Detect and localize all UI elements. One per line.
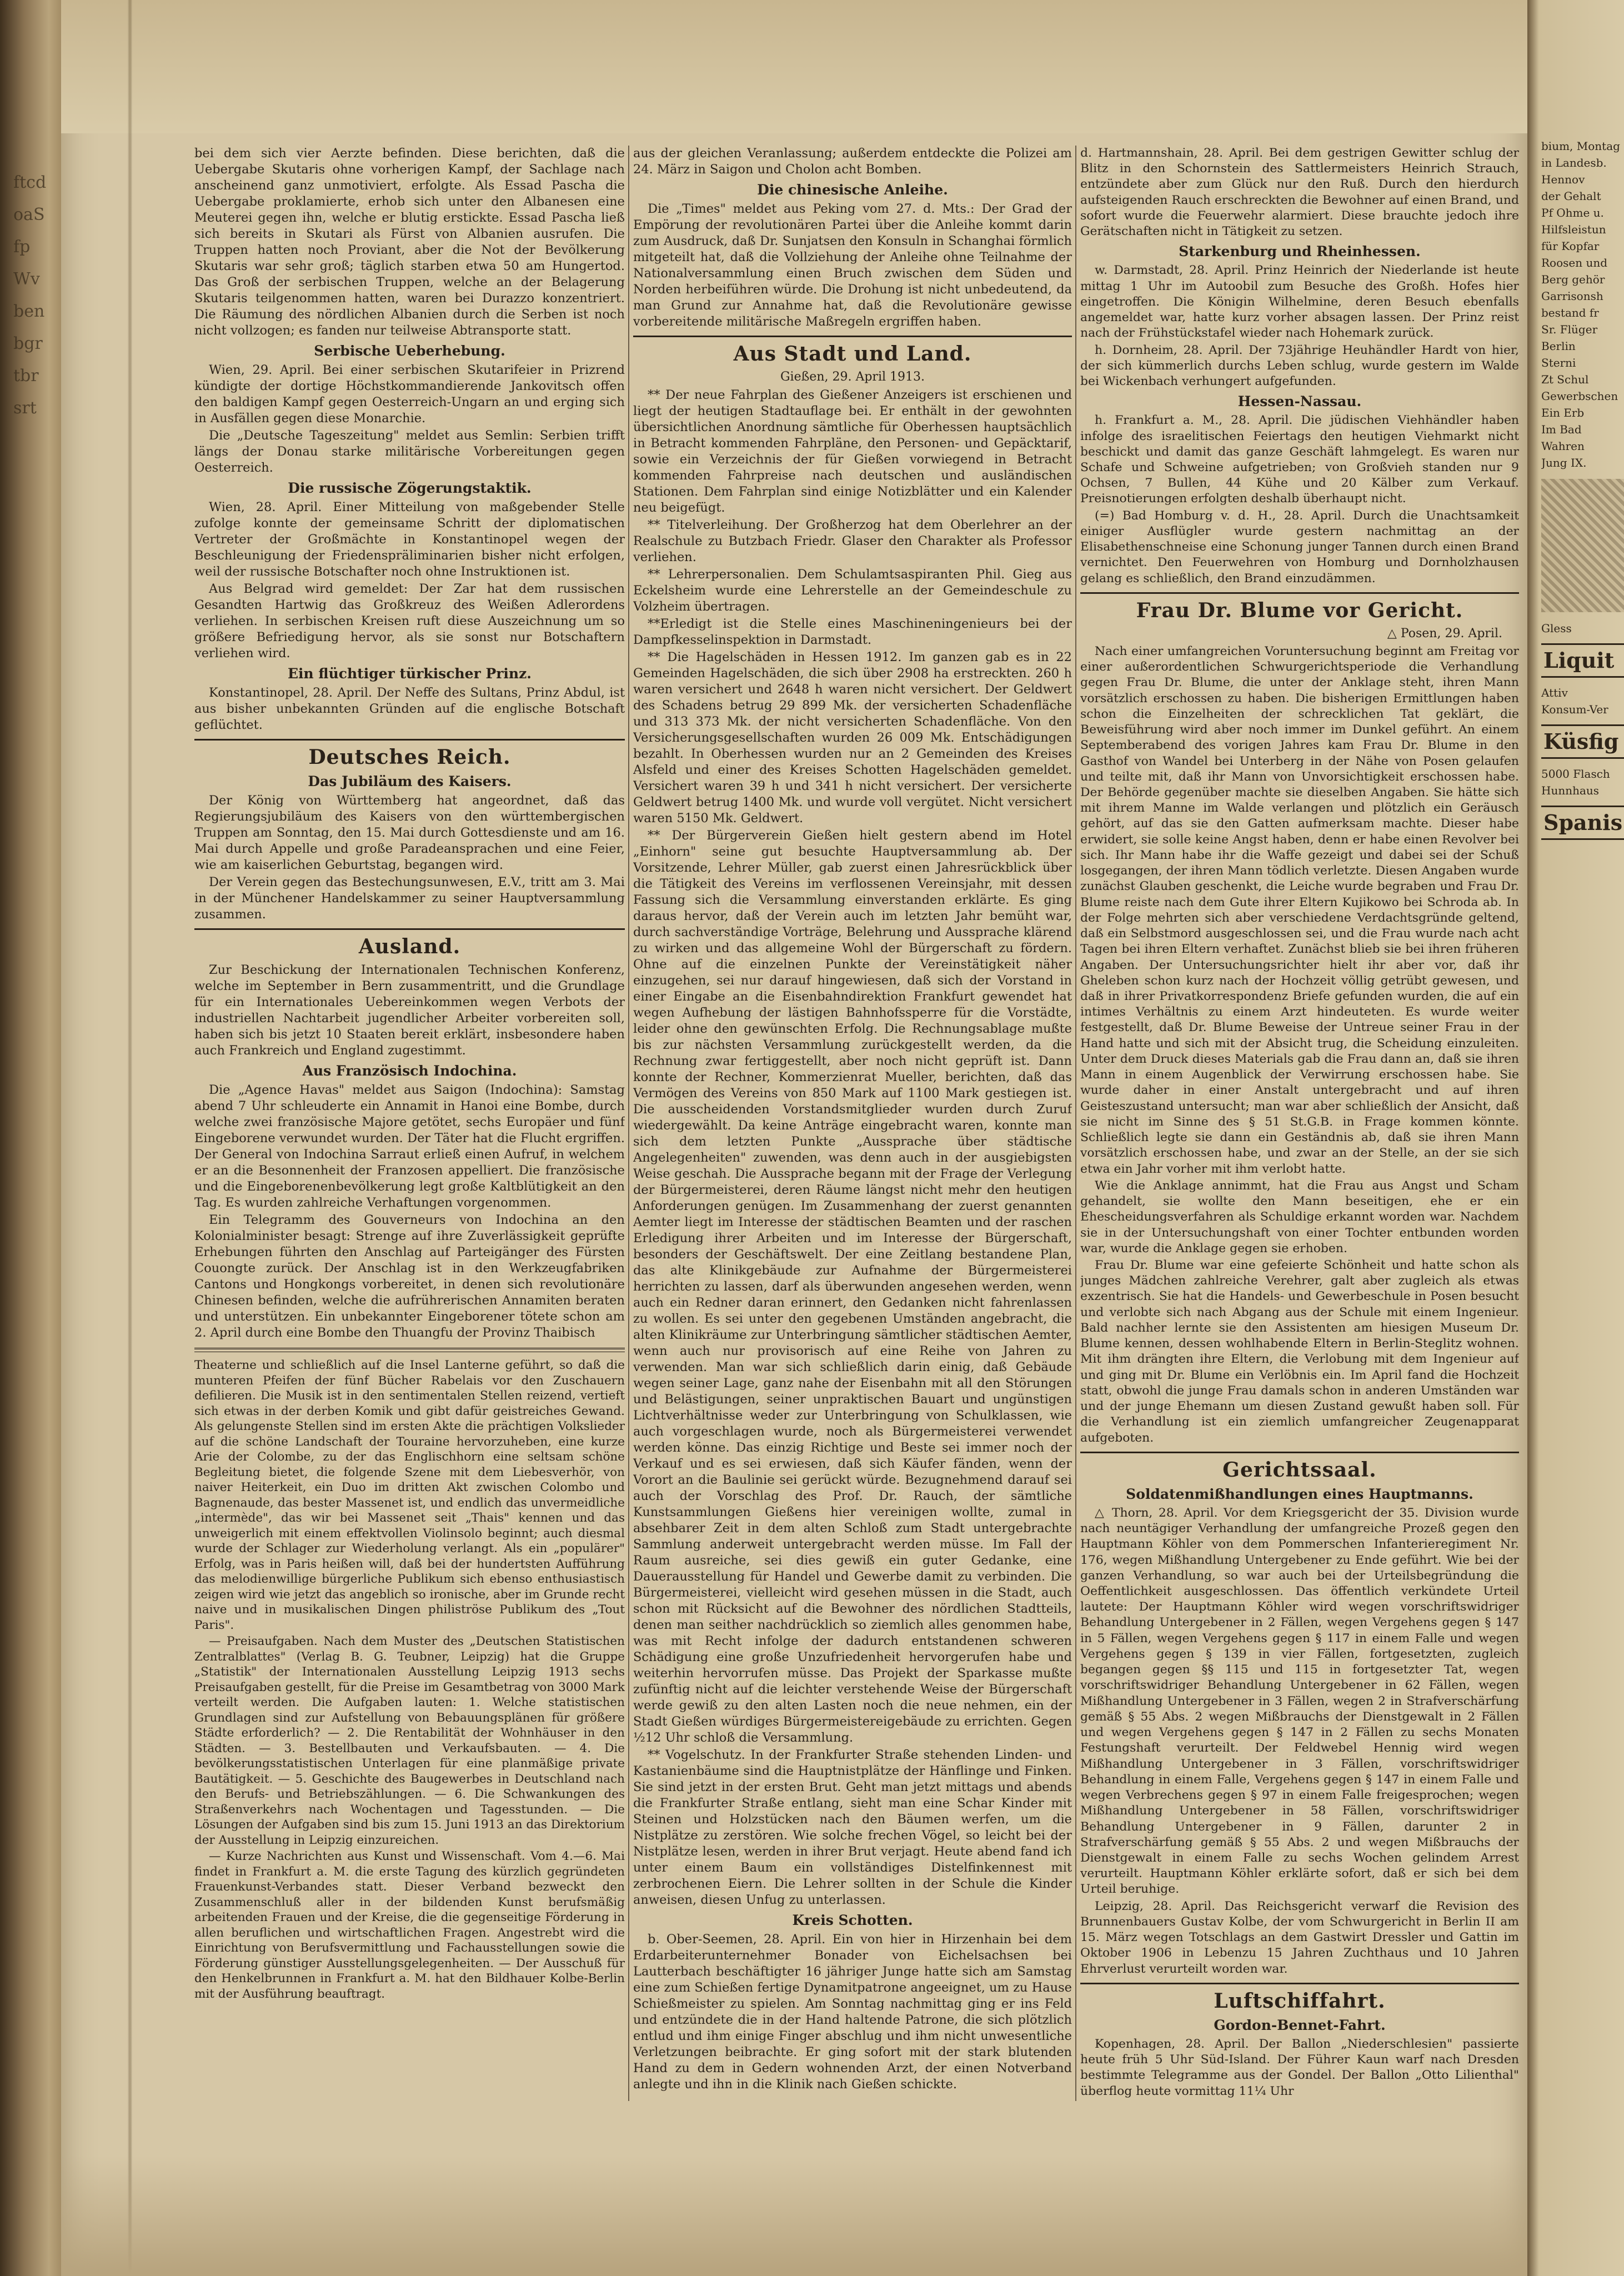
article-paragraph: Die „Deutsche Tageszeitung" meldet aus Semlin: Serbien trifft längs der Donau starke militärische Vorbereitungen gegen Oesterreich. (194, 428, 625, 475)
section-title: Deutsches Reich. (308, 746, 511, 769)
article-paragraph: bei dem sich vier Aerzte befinden. Diese berichten, daß die Uebergabe Skutaris ohne vorherigen Kampf, der Sachlage nach anscheinend ganz unmotiviert, erfolgte. Als Essad Pascha die Uebergabe proklamierte, erhob sich unter den Albanesen eine Meuterei gegen ihn, welche er blutig erstickte. Essad Pascha ließ sich bereits in Skutari als Fürst von Albanien ausrufen. Die Truppen hatten noch Proviant, aber die Not der Bevölkerung Skutaris war sehr groß; täglich starben etwa 50 am Hungertod. Das Groß der serbischen Truppen, welche an der Belagerung Skutaris teilgenommen hatten, waren bei Durazzo konzentriert. Die Räumung des nördlichen Albanien durch die Serben ist noch nicht vollzogen; es fanden nur teilweise Abtransporte statt. (194, 146, 625, 338)
article-paragraph: ** Der neue Fahrplan des Gießener Anzeigers ist erschienen und liegt der heutigen Stadtauflage bei. Er enthält in der gewohnten übersichtlichen Anordnung sämtliche für Oberhessen hauptsächlich in Betracht kommenden Fahrpläne, den Personen- und Gepäcktarif, sowie ein Verzeichnis der für Gießen vorwiegend in Betracht kommenden Fahrpreise nach deutschen und ausländischen Stationen. Dem Fahrplan sind einige Notizblätter und ein Kalender neu beigefügt. (633, 388, 1072, 515)
feuilleton (194, 1358, 625, 2002)
section-title: Gerichtssaal. (1222, 1458, 1377, 1482)
feuilleton-paragraph: — Preisaufgaben. Nach dem Muster des „Deutschen Statistischen Zentralblattes" (Verlag B. G. Teubner, Leipzig) hat die Gruppe „Statistik" der Internationalen Ausstellung Leipzig 1913 sechs Preisaufgaben gestellt, für die Preise im Gesamtbetrag von 3000 Mark verteilt werden. Die Aufgaben lauten: 1. Welche statistischen Grundlagen sind zur Aufstellung von Bebauungsplänen für größere Städte erforderlich? — 2. Die Rentabilität der Wohnhäuser in den Städten. — 3. Bestellbauten und Verkaufsbauten. — 4. Die bevölkerungsstatistischen Unterlagen für eine planmäßige private Bautätigkeit. — 5. Geschichte des Baugewerbes in Deutschland nach den Berufs- und Betriebszählungen. — 6. Die Schwankungen des Straßenverkehrs nach Wochentagen und Tagesstunden. — Die Lösungen der Aufgaben sind bis zum 15. Juni 1913 an das Direktorium der Ausstellung in Leipzig einzureichen. (194, 1634, 625, 1847)
dateline: △ Posen, 29. April. (1387, 626, 1502, 641)
article-paragraph: Ein Telegramm des Gouverneurs von Indochina an den Kolonialminister besagt: Strenge auf ihre Zuverlässigkeit geprüfte Erhebungen führten den Anschlag auf Parteigänger des Fürsten Couongte zurück. Der Anschlag ist in den Werkzeugfabriken Cantons und Hongkongs vorbereitet, in denen sich revolutionäre Chinesen befinden, welche die aufrührerischen Annamiten beraten und unterstützen. Ein unbekannter Eingeborener tötete schon am 2. April durch eine Bombe den Thuangfu der Provinz Thaibisch (194, 1213, 625, 1340)
right-line: Roosen und (1541, 256, 1608, 269)
article-paragraph: Die „Agence Havas" meldet aus Saigon (Indochina): Samstag abend 7 Uhr schleuderte ein Annamit in Hanoi eine Bombe, durch welche zwei französische Majore getötet, sechs Europäer und fünf Eingeborene verwundet wurden. Der Täter hat die Flucht ergriffen. Der General von Indochina Sarraut erließ einen Aufruf, in welchem er an die Besonnenheit der Franzosen appelliert. Die französische und die Eingeborenenbevölkerung legt große Kaltblütigkeit an den Tag. Es wurden zahlreiche Verhaftungen vorgenommen. (194, 1083, 625, 1210)
feuilleton-paragraph: — Kurze Nachrichten aus Kunst und Wissenschaft. Vom 4.—6. Mai findet in Frankfurt a. M. die erste Tagung des kürzlich gegründeten Frauenkunst-Verbandes statt. Dieser Verband bezweckt den Zusammenschluß aller in der bildenden Kunst berufsmäßig arbeitenden Frauen und der Kreise, die die gegenseitige Förderung in allen beruflichen und wirtschaftlichen Fragen. Angestrebt wird die Einrichtung von Berufsvermittlung und Fachausstellungen sowie die Förderung günstiger Ausstellungsgelegenheiten. — Der Ausschuß für den Henkelbrunnen in Frankfurt a. M. hat den Bildhauer Kolbe-Berlin mit der Ausführung beauftragt. (194, 1849, 625, 2001)
right-ad-small: Hunnhaus (1541, 784, 1600, 797)
right-ad-small: Konsum-Ver (1541, 703, 1608, 716)
column-rule (628, 146, 629, 2101)
right-line: in Landesb. (1541, 156, 1607, 169)
article-paragraph: **Erledigt ist die Stelle eines Maschineningenieurs bei der Dampfkesselinspektion in Darmstadt. (633, 617, 1072, 647)
page-bottom-shadow (61, 2155, 1527, 2276)
article-heading: Soldatenmißhandlungen eines Hauptmanns. (1126, 1485, 1473, 1502)
right-line: bium, Montag (1541, 139, 1620, 153)
right-ad-small: Attiv (1541, 686, 1568, 699)
article-paragraph: Konstantinopel, 28. April. Der Neffe des Sultans, Prinz Abdul, ist aus bisher unbekannten Gründen auf die englische Botschaft geflüchtet. (194, 686, 625, 732)
ad-headline: Liquit (1541, 643, 1624, 678)
section-title: Frau Dr. Blume vor Gericht. (1136, 598, 1463, 622)
section-rule (194, 928, 625, 930)
article-paragraph: ** Die Hagelschäden in Hessen 1912. Im ganzen gab es in 22 Gemeinden Hagelschäden, die sich über 2908 ha erstreckten. 260 h waren versichert und 2648 h waren nicht versichert. Der Geldwert des Schadens betrug 29 899 Mk. der versicherten Schadenfläche und 313 373 Mk. der nicht versicherten Schadenfläche. Von den Versicherungsgesellschaften wurden 26 009 Mk. Entschädigungen bezahlt. In Oberhessen wurden nur an 2 Gemeinden des Kreises Alsfeld und einer des Kreises Schotten Hagelschäden gemeldet. Versichert waren 39 h und 341 h nicht versichert. Der versicherte Geldwert betrug 1400 Mk. und wurde voll vergütet. Nicht versichert waren 5150 Mk. Geldwert. (633, 650, 1072, 826)
article-heading: Serbische Ueberhebung. (314, 343, 505, 359)
left-page-edge (0, 0, 61, 2276)
article-paragraph: △ Thorn, 28. April. Vor dem Kriegsgericht der 35. Division wurde nach neuntägiger Verhandlung der umfangreiche Prozeß gegen den Hauptmann Köhler von dem Pommerschen Infanterieregiment Nr. 176, wegen Mißhandlung Untergebener zu Ende geführt. Wie bei der ganzen Verhandlung, so war auch bei der Urteilsbegründung die Oeffentlichkeit ausgeschlossen. Das öffentlich verkündete Urteil lautete: Der Hauptmann Köhler wird wegen vorschriftswidriger Behandlung Untergebener in 2 Fällen, wegen Vergehens gegen § 147 in 5 Fällen, wegen Vergehens gegen § 117 in einem Falle und wegen Vergehens gegen § 139 in vier Fällen, fortgesetzten, zugleich begangen gegen §§ 115 und 115 in fortgesetzter Tat, wegen vorschriftswidriger Behandlung Untergebener in 62 Fällen, wegen Mißhandlung Untergebener in 3 Fällen, wegen 2 in Strafverschärfung gemäß § 55 Abs. 2 wegen Mißbrauchs der Dienstgewalt in 2 Fällen und wegen Vergehens gegen § 147 in 2 Fällen zu sechs Monaten Festungshaft verurteilt. Der Feldwebel Hennig wird wegen Mißhandlung Untergebener in 3 Fällen, vorschriftswidriger Behandlung in einem Falle, Vergehens gegen § 147 in einem Falle und wegen Verbrechens gegen § 97 in einem Falle freigesprochen; wegen Mißhandlung Untergebener in 58 Fällen, vorschriftswidriger Behandlung Untergebener in 9 Fällen, darunter 2 in Strafverschärfung gemäß § 55 Abs. 2 und wegen Mißbrauchs der Dienstgewalt in einem Falle zu sechs Wochen gelindem Arrest verurteilt. Hauptmann Köhler erklärte sofort, daß er sich bei dem Urteil beruhige. (1080, 1505, 1519, 1897)
right-line: Sr. Flüger (1541, 323, 1598, 336)
article-heading: Gordon-Bennet-Fahrt. (1214, 2017, 1386, 2033)
right-line: Im Bad (1541, 423, 1582, 436)
right-line: Gewerbschen (1541, 389, 1618, 403)
right-line: Hennov (1541, 173, 1585, 186)
article-paragraph: ** Titelverleihung. Der Großherzog hat dem Oberlehrer an der Realschule zu Butzbach Friedr. Glaser den Charakter als Professor verliehen. (633, 518, 1072, 564)
ad-headline: Küsfig (1541, 724, 1624, 759)
article-paragraph: Frau Dr. Blume war eine gefeierte Schönheit und hatte schon als junges Mädchen zahlreiche Verehrer, galt aber zugleich als etwas exzentrisch. Sie hat die Handels- und Gewerbeschule in Posen besucht und verlobte sich nach Abgang aus der Schule mit einem Ingenieur. Bald nachher lernte sie den Assistenten am hiesigen Museum Dr. Blume kennen, dessen wohlhabende Eltern in Berlin-Steglitz wohnen. Mit ihm drängten ihre Eltern, die Verlobung mit dem Ingenieur auf und ging mit Dr. Blume ein Verlöbnis ein. Im April fand die Hochzeit statt, obwohl die junge Frau damals schon in anderen Umständen war und der junge Ehemann um diesen Zustand gewußt haben soll. Für die Verhandlung ist ein ziemlich umfangreicher Zeugenapparat aufgeboten. (1080, 1258, 1519, 1445)
article-heading: Aus Französisch Indochina. (302, 1063, 517, 1079)
ad-image (1541, 479, 1624, 612)
article-heading: Das Jubiläum des Kaisers. (308, 773, 512, 789)
page-fold (128, 0, 132, 2276)
article-paragraph: Aus Belgrad wird gemeldet: Der Zar hat dem russischen Gesandten Hartwig das Großkreuz des Weißen Adlerordens verliehen. In serbischen Kreisen ruft diese Auszeichnung um so größere Befriedigung hervor, als sie sonst nur Botschaftern verliehen wird. (194, 582, 625, 661)
article-paragraph: (=) Bad Homburg v. d. H., 28. April. Durch die Unachtsamkeit einiger Ausflügler wurde gestern nachmittag an der Elisabethenschneise eine Schonung junger Tannen durch einen Brand vernichtet. Den Feuerwehren von Homburg und Dornholzhausen gelang es schließlich, den Brand einzudämmen. (1080, 508, 1519, 586)
article-heading: Die chinesische Anleihe. (757, 182, 948, 198)
section-rule (1080, 1983, 1519, 1984)
right-line: Berlin (1541, 339, 1576, 353)
article-paragraph: h. Dornheim, 28. April. Der 73jährige Heuhändler Hardt von hier, der sich kümmerlich durchs Leben schlug, wurde gestern im Walde bei Wickenbach verhungert aufgefunden. (1080, 343, 1519, 389)
section-rule (194, 739, 625, 741)
right-ad-small: 5000 Flasch (1541, 767, 1610, 781)
article-paragraph: Wien, 28. April. Einer Mitteilung von maßgebender Stelle zufolge konnte der gemeinsame Schritt der diplomatischen Vertreter der Großmächte in Konstantinopel wegen der Beschleunigung der Friedenspräliminarien bisher nicht erfolgen, weil der russische Botschafter noch ohne Instruktionen ist. (194, 500, 625, 579)
article-paragraph: ** Vogelschutz. In der Frankfurter Straße stehenden Linden- und Kastanienbäume sind die Hauptnistplätze der Hänflinge und Finken. Sie sind jetzt in der ersten Brut. Geht man jetzt mittags und abends die Frankfurter Straße entlang, sieht man eine Schar Kinder mit Steinen und Holzstücken nach den Bäumen werfen, um die Nistplätze zu zerstören. Wie solche frechen Vögel, so leicht bei der Nistplätze lesen, werden in ihrer Brut verjagt. Heute abend fand ich unter einem Baum ein vollständiges Distelfinkennest mit zerbrochenen Eiern. Die Lehrer sollten in der Schule die Kinder anweisen, diesen Unfug zu unterlassen. (633, 1748, 1072, 1907)
dateline: Gießen, 29. April 1913. (780, 370, 925, 384)
article-paragraph: Nach einer umfangreichen Voruntersuchung beginnt am Freitag vor einer außerordentlichen Schwurgerichtsperiode die Verhandlung gegen Frau Dr. Blume, die unter der Anklage steht, ihren Mann vorsätzlich erschossen zu haben. Die bisherigen Ermittlungen haben schon die Einzelheiten der schrecklichen Tat geklärt, die Beweisführung wird aber noch immer im Dunkel geführt. An einem Septemberabend des vorigen Jahres kam Frau Dr. Blume in den Gasthof von Wandel bei Unterberg in der Nähe von Posen gelaufen und teilte mit, daß ihr Mann von Unvorsichtigkeit erschossen habe. Der Behörde gegenüber machte sie dieselben Angaben. Sie hätte sich mit ihrem Manne im Walde verlangen und plötzlich ein Geräusch gehört, auf das sie den Gatten aufmerksam machte. Dieser habe erwidert, sie solle keine Angst haben, denn er habe einen Revolver bei sich. Ihr Mann habe ihr die Waffe gezeigt und dabei sei der Schuß losgegangen, der ihren Mann tödlich verletzte. Diesen Angaben wurde zunächst Glauben geschenkt, die Leiche wurde begraben und Frau Dr. Blume reiste nach dem Gute ihrer Eltern Kujikowo bei Schroda ab. In der Folge mehrten sich aber verschiedene Verdachtsgründe geltend, daß ein Selbstmord ausgeschlossen sei, und die Frau wurde nach acht Tagen bei ihren Eltern verhaftet. Zunächst blieb sie bei ihren früheren Angaben. Der Untersuchungsrichter hielt ihr aber vor, daß ihr Gheleben schon kurz nach der Hochzeit völlig getrübt gewesen, und daß in ihrer Privatkorrespondenz Briefe gefunden wurden, die auf ein intimes Verhältnis zu einem Arzt hindeuteten. Es wurde weiter festgestellt, daß Dr. Blume Beweise der Untreue seiner Frau in der Hand hatte und sich mit der Absicht trug, die Scheidung einzuleiten. Unter dem Druck dieses Materials gab die Frau dann an, daß sie ihren Mann in einem Augenblick der Verwirrung erschossen habe. Sie wurde daher in einer Anstalt untergebracht und auf ihren Geisteszustand untersucht; man war aber schließlich der Ansicht, daß sie nicht im Sinne des § 51 St.G.B. in Frage kommen könnte. Schließlich legte sie dann ein Geständnis ab, daß sie ihren Mann vorsätzlich erschossen habe, und zwar an der Stelle, an der sie sich etwa ein Jahr vorher mit ihm verlobt hatte. (1080, 644, 1519, 1176)
left-page-text: ftcdoaSfpWvbenbgrtbrsrt (13, 173, 47, 418)
article-paragraph: h. Frankfurt a. M., 28. April. Die jüdischen Viehhändler haben infolge des israelitischen Feiertags den heutigen Viehmarkt nicht beschickt und damit das ganze Geschäft lahmgelegt. Es waren nur Schafe und Schweine aufgetrieben; von Großvieh standen nur 9 Ochsen, 7 Bullen, 44 Kühe und 20 Kälber zum Verkauf. Preisnotierungen erfolgten deshalb überhaupt nicht. (1080, 413, 1519, 506)
article-paragraph: Zur Beschickung der Internationalen Technischen Konferenz, welche im September in Bern zusammentritt, und die Grundlage für ein Internationales Uebereinkommen wegen Verbots der industriellen Nachtarbeit jugendlicher Arbeiter vorbereiten soll, haben sich bis jetzt 10 Staaten bereit erklärt, insbesondere haben auch Frankreich und England zugestimmt. (194, 963, 625, 1058)
right-line: Jung IX. (1541, 456, 1587, 469)
section-title: Aus Stadt und Land. (733, 342, 972, 366)
article-paragraph: aus der gleichen Veranlassung; außerdem entdeckte die Polizei am 24. März in Saigon und Cholon acht Bomben. (633, 146, 1072, 177)
article-paragraph: Der König von Württemberg hat angeordnet, daß das Regierungsjubiläum des Kaisers von den württembergischen Truppen am Sonntag, den 15. Mai durch Gottesdienste und am 16. Mai durch Appelle und große Paradeansprachen und eine Feier, wie am kaiserlichen Geburtstag, begangen wird. (194, 793, 625, 872)
article-heading: Starkenburg und Rheinhessen. (1179, 243, 1421, 260)
article-paragraph: d. Hartmannshain, 28. April. Bei dem gestrigen Gewitter schlug der Blitz in den Schornstein des Sattlermeisters Heinrich Strauch, entzündete aber zum Glück nur den Ruß. Durch den hierdurch aufsteigenden Rauch erschreckten die Bewohner auf einen Brand, und sofort wurde die Feuerwehr alarmiert. Diese brauchte jedoch ihre Gerätschaften nicht in Tätigkeit zu setzen. (1080, 146, 1519, 239)
right-line: Hilfsleistun (1541, 223, 1606, 236)
article-paragraph: Wie die Anklage annimmt, hat die Frau aus Angst und Scham gehandelt, sie wollte den Mann beseitigen, ehe er ein Ehescheidungsverfahren als Schuldige erkannt worden war. Nachdem sie in der Untersuchungshaft von einer Tochter entbunden worden war, wurde die Anklage gegen sie erhoben. (1080, 1178, 1519, 1255)
article-paragraph: Wien, 29. April. Bei einer serbischen Skutarifeier in Prizrend kündigte der dortige Höchstkommandierende Jankovitsch offen den baldigen Kampf gegen Oesterreich-Ungarn an und erging sich in Ausfällen gegen diese Monarchie. (194, 363, 625, 426)
article-paragraph: Die „Times" meldet aus Peking vom 27. d. Mts.: Der Grad der Empörung der revolutionären Partei über die Anleihe kommt darin zum Ausdruck, daß Dr. Sunjatsen den Konsuln in Schanghai förmlich mitgeteilt hat, daß die Vollziehung der Anleihe ohne Teilnahme der Nationalversammlung einen Bruch zwischen dem Süden und Norden herbeiführen würde. Die Drohung ist nicht unbedeutend, da man Grund zur Annahme hat, daß die Revolutionäre gewisse vorbereitende militärische Maßregeln ergriffen haben. (633, 202, 1072, 329)
section-rule (1080, 1452, 1519, 1453)
article-paragraph: ** Der Bürgerverein Gießen hielt gestern abend im Hotel „Einhorn" seine gut besuchte Hauptversammlung ab. Der Vorsitzende, Lehrer Müller, gab zuerst einen Jahresrückblick über die Tätigkeit des Vereins im verflossenen Vereinsjahr, mit dessen Fassung sich die Versammlung einverstanden erklärte. Es ging daraus hervor, daß der Verein auch im letzten Jahr bemüht war, durch sachverständige Vorträge, Belehrung und Aussprache klärend zu wirken und das allgemeine Wohl der Bürgerschaft zu fördern. Ohne auf die einzelnen Punkte der Vereinstätigkeit näher einzugehen, sei nur darauf hingewiesen, daß sich der Vorstand in einer Eingabe an die Eisenbahndirektion Frankfurt gewendet hat wegen Aufhebung der lästigen Bahnhofssperre für die Vorstädte, leider ohne den gewünschten Erfolg. Die Rechnungsablage mußte bis zur nächsten Versammlung zurückgestellt werden, da die Rechnung zwar fertiggestellt, aber noch nicht geprüft ist. Dann konnte der Rechner, Kommerzienrat Mueller, berichten, daß das Vermögen des Vereins von 850 Mark auf 1100 Mark gestiegen ist. Die ausscheidenden Vorstandsmitglieder wurden durch Zuruf wiedergewählt. Da keine Anträge eingebracht waren, konnte man sich dem letzten Punkte „Aussprache über städtische Angelegenheiten" zuwenden, was denn auch in der ausgiebigsten Weise geschah. Die Aussprache begann mit der Frage der Verlegung der Bürgermeisterei, deren Räume längst nicht mehr den heutigen Anforderungen genügen. Im Zusammenhang der zuerst genannten Aemter liegt im Interesse der städtischen Beamten und der raschen Erledigung ihrer Arbeiten und im Interesse der Bürgerschaft, besonders der Geschäftswelt. Der eine Zeitlang bestandene Plan, das alte Klinikgebäude zur Aufnahme der Bürgermeisterei herrichten zu lassen, darf als überwunden angesehen werden, wenn auch ein Redner daran erinnert, den Gedanken nicht fahrenlassen zu wollen. Es sei unter den gegebenen Umständen angebracht, die alten Klinikräume zur Unterbringung sämtlicher städtischen Aemter, wenn auch nur provisorisch auf eine Reihe von Jahren zu verwenden. Man war sich schließlich darin einig, daß Gebäude wegen seiner Lage, ganz nahe der Eisenbahn mit all den Störungen und Belästigungen, seiner unpraktischen Bauart und ungünstigen Lichtverhältnisse weder zur Unterbringung von Schulklassen, wie auch vorgeschlagen wurde, noch als Bürgermeisterei verwendet werden könne. Das einzig Richtige und Beste sei immer noch der Verkauf und es sei erwiesen, daß sich Käufer fänden, wenn der Vorort an die Baulinie sei gerückt würde. Bezugnehmend darauf sei auch der Vorschlag des Prof. Dr. Rauch, der sämtliche Kunstsammlungen Gießens hier vereinigen wollte, zumal in absehbarer Zeit in dem alten Schloß zum Stadt untergebrachte Sammlung anderweit untergebracht werden müsse. Im Fall der Raum ausreiche, sei dies gewiß ein guter Gedanke, eine Dauerausstellung für Handel und Gewerbe damit zu verbinden. Die Bürgermeisterei, vielleicht wird gesehen müssen in die Stadt, auch schon mit Rücksicht auf die Bewohner des nördlichen Stadtteils, denen man seither nachdrücklich so ziemlich alles genommen habe, was mit Recht infolge der dadurch entstandenen schweren Schädigung eine große Unzufriedenheit hervorgerufen habe und weiterhin hervorrufen müsse. Das Projekt der Sparkasse mußte zufünftig nicht auf die leichter verstehende Weise der Bürgerschaft werde gewiß zu den alten Lasten noch die neue nehmen, ein der Stadt Gießen würdiges Bürgermeistereigebäude zu errichten. Gegen ½12 Uhr schloß die Versammlung. (633, 828, 1072, 1745)
right-line: der Gehalt (1541, 189, 1601, 203)
article-heading: Die russische Zögerungstaktik. (288, 480, 532, 496)
page-top-margin (61, 0, 1527, 133)
right-line: bestand fr (1541, 306, 1599, 319)
right-line: Garrisonsh (1541, 289, 1603, 303)
right-ad-small: Gless (1541, 622, 1572, 635)
right-line: Sterni (1541, 356, 1576, 369)
article-heading: Hessen-Nassau. (1237, 393, 1362, 410)
article-heading: Ein flüchtiger türkischer Prinz. (287, 666, 532, 682)
section-title: Luftschiffahrt. (1214, 1989, 1386, 2013)
article-paragraph: Der Verein gegen das Bestechungsunwesen, E.V., tritt am 3. Mai in der Münchener Handelskammer zu seiner Hauptversammlung zusammen. (194, 875, 625, 922)
column-3 (1080, 146, 1519, 2101)
section-title: Ausland. (358, 935, 461, 958)
article-paragraph: Kopenhagen, 28. April. Der Ballon „Niederschlesien" passierte heute früh 5 Uhr Süd-Island. Der Führer Kaun warf nach Dresden bestimmte Telegramme aus der Gondel. Der Ballon „Otto Lilienthal" überflog heute vormittag 11¼ Uhr (1080, 2037, 1519, 2098)
section-rule (1080, 592, 1519, 594)
column-1 (194, 146, 625, 2101)
right-line: Pf Ohme u. (1541, 206, 1604, 219)
column-rule (1075, 146, 1076, 2101)
article-heading: Kreis Schotten. (792, 1912, 913, 1928)
right-line: für Kopfar (1541, 239, 1600, 253)
right-line: Ein Erb (1541, 406, 1585, 419)
right-line: Berg gehör (1541, 273, 1605, 286)
section-rule (633, 336, 1072, 337)
column-2 (633, 146, 1072, 2101)
article-paragraph: w. Darmstadt, 28. April. Prinz Heinrich der Niederlande ist heute mittag 1 Uhr im Autoobil zum Besuche des Großh. Hofes hier eingetroffen. Die Königin Wilhelmine, deren Besuch ebenfalls angemeldet war, hatte kurz vorher absagen lassen. Der Prinz reist nach der Frühstückstafel wieder nach Hohemark zurück. (1080, 263, 1519, 341)
ad-headline: Spanis (1541, 806, 1624, 840)
feuilleton-paragraph: Theaterne und schließlich auf die Insel Lanterne geführt, so daß die munteren Pfeifen der fünf Bücher Rabelais vor den Zuschauern defilieren. Die Musik ist in den sentimentalen Stellen reizend, vertieft sich etwas in der derben Komik und gibt dafür geistreiches Gewand. Als gelungenste Stellen sind im ersten Akte die prächtigen Volkslieder auf die schöne Landschaft der Touraine hervorzuheben, eine kurze Arie der Colombe, zu der das Englischhorn eine seltsam schöne Begleitung bietet, die folgende Szene mit dem Liebesverhör, von naiver Heiterkeit, ein Duo im dritten Akt zwischen Colombo und Bagnenaude, das bester Massenet ist, und endlich das unvermeidliche „intermède", das wir bei Massenet seit „Thais" kennen und das unweigerlich mit einem effektvollen Violinsolo beginnt; auch diesmal wurde der Schlager zur Wiederholung verlangt. Als ein „populärer" Erfolg, was in Paris heißen will, daß bei der hundertsten Aufführung das melodienwillige bürgerliche Publikum sich ebenso enthusiastisch zeigen wird wie jetzt das angeblich so ironische, aber im Grunde recht naive und in musikalischen Dingen philiströse Publikum des „Tout Paris". (194, 1358, 625, 1632)
right-line: Wahren (1541, 439, 1585, 453)
article-paragraph: ** Lehrerpersonalien. Dem Schulamtsaspiranten Phil. Gieg aus Eckelsheim wurde eine Lehrerstelle an der Gemeindeschule zu Volzheim übertragen. (633, 567, 1072, 614)
article-paragraph: Leipzig, 28. April. Das Reichsgericht verwarf die Revision des Brunnenbauers Gustav Kolbe, der vom Schwurgericht in Berlin II am 15. März wegen Totschlags an dem Gastwirt Dressler und Gattin im Oktober 1906 in Lebenzu 15 Jahren Zuchthaus und 10 Jahren Ehrverlust verurteilt worden war. (1080, 1899, 1519, 1976)
article-paragraph: b. Ober-Seemen, 28. April. Ein von hier in Hirzenhain bei dem Erdarbeiterunternehmer Bonader von Eichelsachsen bei Lautterbach beschäftigter 16 jähriger Junge hatte sich am Samstag eine zum Schießen fertige Dynamitpatrone angeeignet, um zu Hause Schießmeister zu spielen. Am Sonntag nachmittag ging er ins Feld und entzündete die in der Hand haltende Patrone, die sich plötzlich entlud und ihm einige Finger abschlug und ihm nicht unwesentliche Verletzungen beibrachte. Er ging sofort mit der stark blutenden Hand zu dem in Gedern wohnenden Arzt, der einen Notverband anlegte und ihn in die Klinik nach Gießen schickte. (633, 1932, 1072, 2092)
feuilleton-rule (194, 1348, 625, 1352)
right-line: Zt Schul (1541, 373, 1589, 386)
right-page-strip (1541, 139, 1624, 2250)
